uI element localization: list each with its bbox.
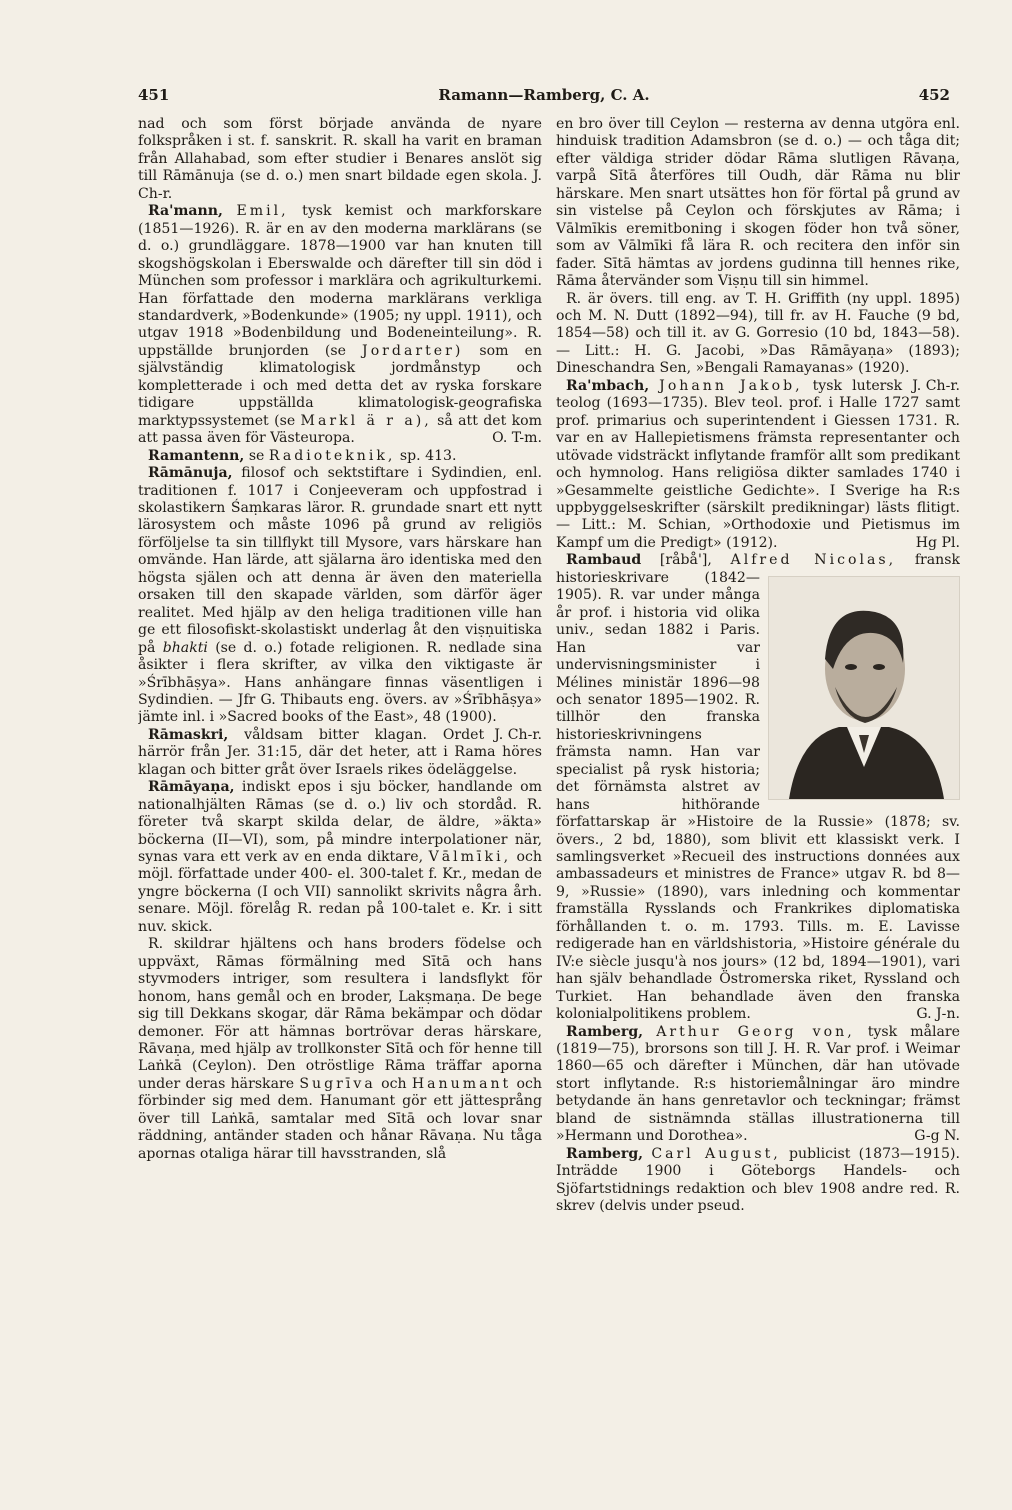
- right-column: [556, 116, 960, 1396]
- running-title: Ramann—Ramberg, C. A.: [438, 86, 650, 104]
- entry-rambach: [556, 378, 960, 553]
- headword: Rāmānuja,: [148, 465, 233, 482]
- person-name: Emil,: [236, 203, 289, 220]
- entry-text: sp. 413.: [399, 447, 457, 464]
- left-column: [138, 116, 542, 1396]
- entry-ramaskri: [138, 727, 542, 779]
- entry-text: som en självständig klimatologisk jordmånstyp och kompletterade i och med detta det av ryska forskare tidigare uppställda klimatologisk-geografiska marktypssystemet (se: [138, 342, 542, 429]
- entry-text: se: [248, 447, 265, 464]
- headword: Ramberg,: [566, 1145, 644, 1162]
- headword: Ramantenn,: [148, 447, 245, 464]
- entry-text: tysk lutersk teolog (1693—1735). Blev teol. prof. i Halle 1727 samt prof. primarius och superintendent i Giessen 1731. R. var en av Hallepietismens främsta representanter och utövade vidsträckt inflytande framför allt som predikant och hymnolog. Hans religiösa dikter samlades 1740 i »Gesammelte geistliche Gedichte». I Sverige ha R:s uppbyggelseskrifter (särskilt predikningar) lästs flitigt. — Litt.: M. Schian, »Orthodoxie und Pietismus im Kampf um die Predigt» (1912).: [556, 377, 960, 551]
- headword: Rāmaskri,: [148, 726, 229, 743]
- author-signature: Hg Pl.: [915, 534, 960, 551]
- headword: Rambaud: [566, 552, 642, 569]
- entry-text: R. är övers. till eng. av T. H. Griffith (ny uppl. 1895) och M. N. Dutt (1892—94), till fr. av H. Fauche (9 bd, 1854—58) och till it. av G. Gorresio (10 bd, 1843—58). — Litt.: H. G. Jacobi, »Das Rāmāyaṇa» (1893); Dineschandra Sen, »Bengali Ramayanas» (1920).: [556, 290, 960, 377]
- page-number-left: 451: [138, 86, 170, 104]
- entry-ramantenn: [138, 448, 542, 465]
- entry-text: så att det kom att passa även för Västeuropa.: [138, 412, 542, 447]
- entry-ramayana-continued: [138, 936, 542, 1163]
- cross-reference: Jordarter): [362, 342, 464, 359]
- entry-text: tysk kemist och markforskare (1851—1926). R. är en av den moderna marklärans (se d. o.) grundläggare. 1878—1900 var han knuten till skogshögskolan i Eberswalde och därefter till sin död i München som professor i marklära och agrikulturkemi. Han författade den moderna marklärans verkliga standardverk, »Bodenkunde» (1905; ny uppl. 1911), och utgav 1918 »Bodenbildung und Bodeneinteilung». R. uppställde brunjorden (se: [138, 203, 542, 359]
- entry-rambaud: [556, 552, 960, 1023]
- entry-text: R. skildrar hjältens och hans broders födelse och uppväxt, Rāmas förmälning med Sītā och hans styvmoders intriger, som resultera i landsflykt för honom, hans gemål och en broder, Lakṣmaṇa. De bege sig till Dekkans skogar, där Rāma bekämpar och dödar demoner. För att hämnas bortrövar deras härskare, Rāvaṇa, med hjälp av trollkonster Sītā och för henne till Laṅkā (Ceylon). Den otröstlige Rāma träffar aporna under deras härskare: [138, 936, 542, 1092]
- person-name: Alfred Nicolas,: [730, 552, 897, 569]
- author-signature: G-g N.: [914, 1128, 960, 1145]
- entry-text: och: [381, 1075, 407, 1092]
- entry-text: och förbinder sig med dem. Hanumant gör ett jättesprång över till Laṅkā, samtalar med Sītā och lovar snar räddning, antänder staden och hånar Rāvaṇa. Nu tåga apornas otaliga härar till havsstranden, slå: [138, 1075, 542, 1162]
- cross-reference: Radioteknik,: [268, 447, 396, 464]
- continuation-paragraph: en bro över till Ceylon — resterna av denna utgöra enl. hinduisk tradition Adamsbron (se d. o.) — och tåga dit; efter väldiga strider dödar Rāma slutligen Rāvaṇa, varpå Sītā återföres till Oudh, där Rāma nu blir härskare. Men snart utsättes hon för förtal på grund av sin vistelse på Ceylon och förskjutes av Rāma; i Vālmīkis eremitboning i skogen föder hon två söner, som av Vālmīki få lära R. och recitera den inför sin fader. Sītā hämtas av jordens gudinna till hennes rike, Rāma återvänder som Viṣṇu till sin himmel.: [556, 116, 960, 290]
- entry-text: tysk målare (1819—75), brorsons son till J. H. R. Var prof. i Weimar 1860—65 och därefter i München, där han utövade stort inflytande. R:s historiemålningar äro mindre betydande än hans genretavlor och teckningar; främst bland de sistnämnda ställas illustrationerna till »Hermann und Dorothea».: [556, 1023, 960, 1145]
- author-signature: O. T-m.: [492, 430, 542, 447]
- entry-text: publicist (1873—1915). Inträdde 1900 i Göteborgs Handels- och Sjöfartstidnings redaktion och blev 1908 andre red. R. skrev (delvis under pseud.: [556, 1145, 960, 1215]
- entry-text: indiskt epos i sju böcker, handlande om nationalhjälten Rāmas (se d. o.) liv och stordåd. R. företer två skarpt skilda delar, de äldre, »äkta» böckerna (II—VI), som, på mindre interpolationer när, synas vara ett verk av en enda diktare,: [138, 779, 542, 866]
- page-header: [138, 86, 950, 110]
- person-name: Carl August,: [651, 1145, 781, 1162]
- headword: Ramberg,: [566, 1023, 644, 1040]
- name-spaced: Hanumant: [411, 1075, 512, 1092]
- portrait-photo: [769, 577, 959, 799]
- cross-reference: Vālmīki,: [428, 849, 512, 866]
- entry-ramberg-arthur: [556, 1024, 960, 1146]
- headword: Rāmāyaṇa,: [148, 779, 235, 796]
- entry-text: fransk historieskrivare (1842—1905). R. var under många år prof. i historia vid olika univ., sedan 1882 i Paris. Han var undervisningsminister i Méline​s ministär 1896—98 och senator 1895—1902. R. tillhör den franska historieskrivningens främsta namn. Han var specialist på rysk historia; det förnämsta alstret av hans hithörande författarskap är »Histoire de la Russie» (1878; sv. övers., 2 bd, 1880), som blivit ett klassiskt verk. I samlingsverket »Recueil des instructions données aux ambassadeurs et ministres de France» utgav R. bd 8—9, »Russie» (1890), vars inledning och kommentar framställa Rysslands och Frankrikes diplomatiska förhållanden t. o. m. 1793. Tills. m. E. Lavisse redigerade han en världshistoria, »Histoire générale du IV:e siècle jusqu'à nos jours» (12 bd, 1894—1901), vari han själv behandlade Östromerska riket, Ryssland och Turkiet. Han behandlade även den franska kolonialpolitikens problem.: [556, 552, 960, 1023]
- entry-text: och möjl. författade under 400- el. 300-talet f. Kr., medan de yngre böckerna (I och VII) sannolikt skrivits några årh. senare. Möjl. förelåg R. redan på 100-talet e. Kr. i sitt nuv. skick.: [138, 849, 542, 935]
- rambaud-portrait: [768, 576, 960, 800]
- pronunciation: [råbå'],: [659, 552, 712, 569]
- entry-ramayana: [138, 779, 542, 936]
- entry-text: (se d. o.) fotade religionen. R. nedlade sina åsikter i flera skrifter, av vilka den viktigaste är »Śrībhāṣya». Hans anhängare finnas väsentligen i Sydindien. — Jfr G. Thibauts eng. övers. av »Śrībhāṣya» jämte inl. i »Sacred books of the East», 48 (1900).: [138, 639, 542, 726]
- continuation-paragraph: nad och som först började använda de nyare folkspråken i st. f. sanskrit. R. skall ha varit en braman från Allahabad, som efter studier i Benares anslöt sig till Rāmānuja (se d. o.) men snart bildade egen skola. J. Ch-r.: [138, 116, 542, 202]
- person-name: Arthur Georg von,: [656, 1023, 855, 1040]
- headword: Ra'mann,: [148, 203, 223, 220]
- italic-term: bhakti: [162, 639, 208, 656]
- author-signature: G. J-n.: [916, 1006, 960, 1023]
- page-number-right: 452: [918, 86, 950, 104]
- entry-ramann: [138, 203, 542, 447]
- person-name: Johann Jakob,: [659, 377, 803, 394]
- name-spaced: Sugrīva: [299, 1075, 376, 1092]
- author-signature: J. Ch-r.: [912, 377, 960, 394]
- entry-ramberg-carl: [556, 1146, 960, 1216]
- headword: Ra'mbach,: [566, 377, 650, 394]
- entry-text: filosof och sektstiftare i Sydindien, enl. traditionen f. 1017 i Conjeeveram och uppfostrad i skolastikern Śaṃkaras läror. R. grundade snart ett nytt lärosystem och måste 1096 på grund av religiös förföljelse ta sin tillflykt till Mysore, vars härskare han omvände. Han lärde, att själarna äro identiska med den högsta själen och att denna är även den materiella orsaken till den skapade världen, som därför äger realitet. Med hjälp av den heliga traditionen ville han ge ett filosofiskt-skolastiskt underlag åt den viṣṇuitiska på: [138, 465, 542, 656]
- author-signature: J. Ch-r.: [494, 726, 542, 743]
- entry-text: våldsam bitter klagan. Ordet härrör från Jer. 31:15, där det heter, att i Rama höres klagan och bitter gråt över Israels rikes ödeläggelse.: [138, 726, 542, 778]
- cross-reference: Markl ä r a),: [300, 412, 432, 429]
